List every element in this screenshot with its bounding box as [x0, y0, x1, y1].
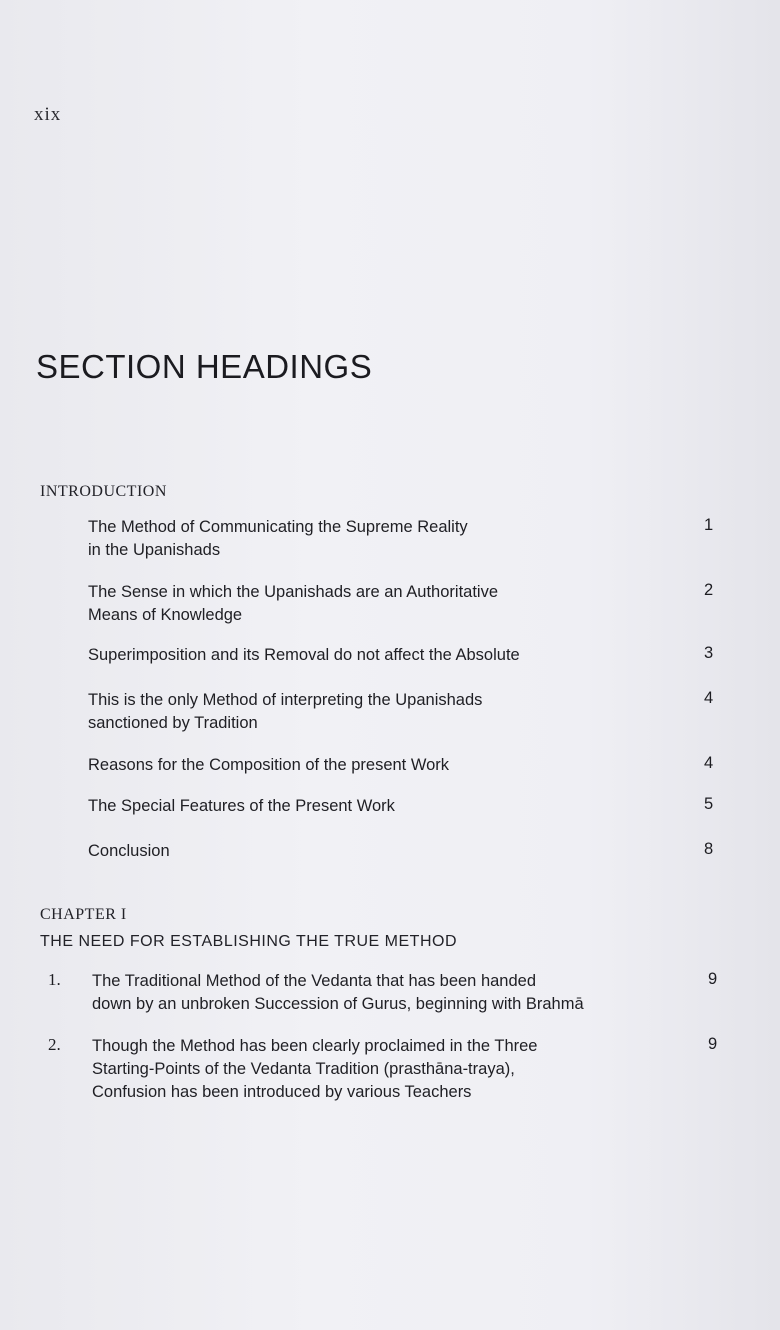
- toc-entry-title: The Method of Communicating the Supreme Reality in the Upanishads: [88, 518, 468, 559]
- page-title: SECTION HEADINGS: [36, 348, 373, 385]
- toc-entry-number: 2.: [48, 1035, 61, 1054]
- toc-entry-page: 5: [704, 795, 714, 813]
- toc-entry-page: 4: [704, 754, 714, 772]
- toc-entry-number: 1.: [48, 970, 61, 989]
- toc-entry-title: The Traditional Method of the Vedanta that has been handed down by an unbroken Succession of Gurus, beginning with Brahmā: [92, 972, 584, 1013]
- toc-entry-page: 2: [704, 581, 714, 599]
- toc-entry-title: Reasons for the Composition of the present Work: [88, 756, 450, 774]
- introduction-label: INTRODUCTION: [40, 483, 167, 500]
- toc-entry-page: 9: [708, 1035, 718, 1053]
- toc-entry-title: This is the only Method of interpreting the Upanishads sanctioned by Tradition: [88, 691, 483, 732]
- toc-entry-page: 4: [704, 689, 714, 707]
- toc-entry-page: 3: [704, 644, 714, 662]
- chapter-label: CHAPTER I: [40, 906, 127, 923]
- toc-entry-title: Though the Method has been clearly proclaimed in the Three Starting-Points of the Vedanta Tradition (prasthāna-traya), Confusion has been introduced by various Teachers: [92, 1037, 538, 1101]
- toc-entry-title: The Special Features of the Present Work: [88, 797, 395, 815]
- chapter-title: THE NEED FOR ESTABLISHING THE TRUE METHOD: [40, 933, 457, 950]
- toc-entry-title: Conclusion: [88, 842, 170, 860]
- toc-entry-page: 8: [704, 840, 714, 858]
- toc-entry-page: 1: [704, 516, 714, 534]
- toc-entry-title: The Sense in which the Upanishads are an Authoritative Means of Knowledge: [88, 583, 499, 624]
- toc-entry-page: 9: [708, 970, 718, 988]
- toc-entry-title: Superimposition and its Removal do not affect the Absolute: [88, 646, 520, 664]
- page-number: xix: [34, 104, 62, 125]
